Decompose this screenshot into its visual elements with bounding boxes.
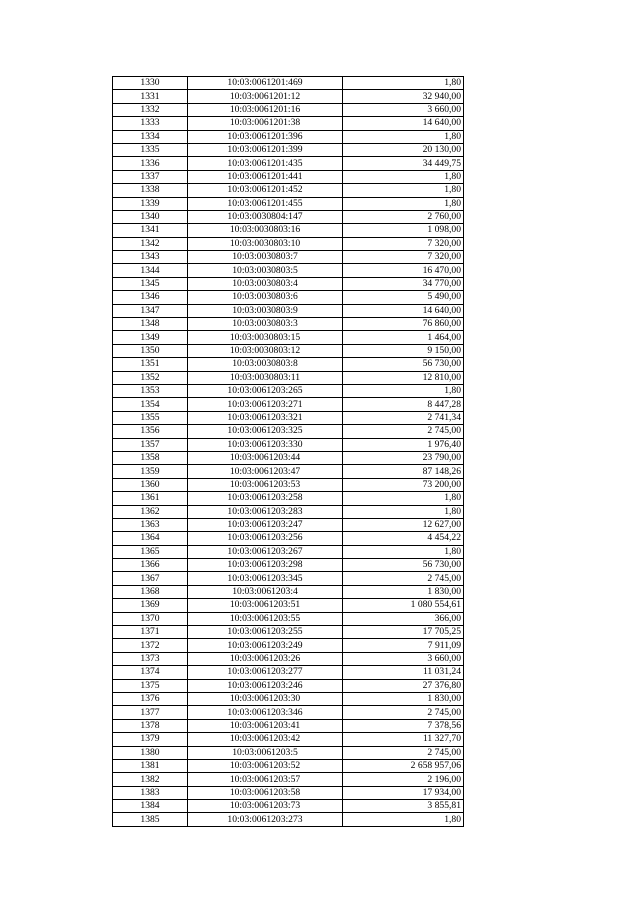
table-row	[113, 331, 464, 344]
value-cell: 12 810,00	[343, 371, 464, 384]
cadastral-number-cell: 10:03:0061203:298	[188, 559, 343, 572]
row-number-cell: 1332	[113, 103, 188, 116]
table-row	[113, 90, 464, 103]
cadastral-number-cell: 10:03:0061203:271	[188, 398, 343, 411]
value-cell: 2 658 957,06	[343, 759, 464, 772]
table-row	[113, 291, 464, 304]
table-row	[113, 344, 464, 357]
row-number-cell: 1343	[113, 251, 188, 264]
table-row	[113, 813, 464, 826]
table-row	[113, 666, 464, 679]
row-number-cell: 1333	[113, 117, 188, 130]
row-number-cell: 1355	[113, 411, 188, 424]
value-cell: 2 760,00	[343, 210, 464, 223]
table-row	[113, 184, 464, 197]
row-number-cell: 1330	[113, 77, 188, 90]
table-row	[113, 197, 464, 210]
table-row	[113, 612, 464, 625]
cadastral-number-cell: 10:03:0030803:5	[188, 264, 343, 277]
cadastral-number-cell: 10:03:0030803:4	[188, 277, 343, 290]
value-cell: 34 770,00	[343, 277, 464, 290]
value-cell: 1,80	[343, 77, 464, 90]
table-row	[113, 585, 464, 598]
row-number-cell: 1368	[113, 585, 188, 598]
cadastral-number-cell: 10:03:0061203:265	[188, 384, 343, 397]
value-cell: 1,80	[343, 170, 464, 183]
value-cell: 2 741,34	[343, 411, 464, 424]
table-row	[113, 572, 464, 585]
row-number-cell: 1345	[113, 277, 188, 290]
table-row	[113, 237, 464, 250]
row-number-cell: 1358	[113, 451, 188, 464]
row-number-cell: 1334	[113, 130, 188, 143]
cadastral-number-cell: 10:03:0061203:330	[188, 438, 343, 451]
value-cell: 1 830,00	[343, 585, 464, 598]
row-number-cell: 1336	[113, 157, 188, 170]
value-cell: 1,80	[343, 545, 464, 558]
row-number-cell: 1367	[113, 572, 188, 585]
table-row	[113, 438, 464, 451]
row-number-cell: 1352	[113, 371, 188, 384]
cadastral-number-cell: 10:03:0061203:73	[188, 800, 343, 813]
table-row	[113, 545, 464, 558]
table-row	[113, 518, 464, 531]
row-number-cell: 1339	[113, 197, 188, 210]
table-row	[113, 210, 464, 223]
table-row	[113, 411, 464, 424]
value-cell: 34 449,75	[343, 157, 464, 170]
table-row	[113, 318, 464, 331]
value-cell: 56 730,00	[343, 559, 464, 572]
cadastral-number-cell: 10:03:0061203:346	[188, 706, 343, 719]
cadastral-number-cell: 10:03:0061203:4	[188, 585, 343, 598]
table-row	[113, 692, 464, 705]
table-row	[113, 157, 464, 170]
row-number-cell: 1364	[113, 532, 188, 545]
row-number-cell: 1344	[113, 264, 188, 277]
value-cell: 1,80	[343, 184, 464, 197]
cadastral-number-cell: 10:03:0061203:58	[188, 786, 343, 799]
table-row	[113, 492, 464, 505]
table-row	[113, 759, 464, 772]
cadastral-number-cell: 10:03:0061203:53	[188, 478, 343, 491]
cadastral-number-cell: 10:03:0061203:44	[188, 451, 343, 464]
cadastral-number-cell: 10:03:0061201:435	[188, 157, 343, 170]
row-number-cell: 1374	[113, 666, 188, 679]
row-number-cell: 1331	[113, 90, 188, 103]
table-row	[113, 786, 464, 799]
value-cell: 1 098,00	[343, 224, 464, 237]
table-row	[113, 398, 464, 411]
value-cell: 8 447,28	[343, 398, 464, 411]
value-cell: 2 196,00	[343, 773, 464, 786]
row-number-cell: 1359	[113, 465, 188, 478]
cadastral-number-cell: 10:03:0061203:267	[188, 545, 343, 558]
cadastral-number-cell: 10:03:0061201:38	[188, 117, 343, 130]
table-row	[113, 451, 464, 464]
cadastral-number-cell: 10:03:0061201:399	[188, 143, 343, 156]
table-row	[113, 384, 464, 397]
table-row	[113, 559, 464, 572]
table-row	[113, 639, 464, 652]
cadastral-number-cell: 10:03:0061203:256	[188, 532, 343, 545]
value-cell: 1 976,40	[343, 438, 464, 451]
row-number-cell: 1362	[113, 505, 188, 518]
value-cell: 7 378,56	[343, 719, 464, 732]
cadastral-number-cell: 10:03:0030803:15	[188, 331, 343, 344]
row-number-cell: 1381	[113, 759, 188, 772]
row-number-cell: 1356	[113, 425, 188, 438]
row-number-cell: 1363	[113, 518, 188, 531]
value-cell: 12 627,00	[343, 518, 464, 531]
row-number-cell: 1340	[113, 210, 188, 223]
value-cell: 1,80	[343, 197, 464, 210]
value-cell: 1,80	[343, 492, 464, 505]
value-cell: 11 327,70	[343, 733, 464, 746]
value-cell: 14 640,00	[343, 117, 464, 130]
row-number-cell: 1351	[113, 358, 188, 371]
cadastral-number-cell: 10:03:0061203:47	[188, 465, 343, 478]
row-number-cell: 1376	[113, 692, 188, 705]
row-number-cell: 1348	[113, 318, 188, 331]
table-row	[113, 277, 464, 290]
row-number-cell: 1373	[113, 652, 188, 665]
cadastral-number-cell: 10:03:0061203:283	[188, 505, 343, 518]
row-number-cell: 1342	[113, 237, 188, 250]
table-row	[113, 371, 464, 384]
table-row	[113, 746, 464, 759]
cadastral-number-cell: 10:03:0030803:8	[188, 358, 343, 371]
row-number-cell: 1338	[113, 184, 188, 197]
cadastral-number-cell: 10:03:0061203:321	[188, 411, 343, 424]
cadastral-number-cell: 10:03:0030803:7	[188, 251, 343, 264]
value-cell: 3 855,81	[343, 800, 464, 813]
cadastral-number-cell: 10:03:0061203:246	[188, 679, 343, 692]
value-cell: 56 730,00	[343, 358, 464, 371]
value-cell: 16 470,00	[343, 264, 464, 277]
table-row	[113, 599, 464, 612]
row-number-cell: 1372	[113, 639, 188, 652]
row-number-cell: 1378	[113, 719, 188, 732]
cadastral-value-table	[112, 76, 464, 827]
table-row	[113, 652, 464, 665]
value-cell: 76 860,00	[343, 318, 464, 331]
value-cell: 2 745,00	[343, 425, 464, 438]
value-cell: 3 660,00	[343, 652, 464, 665]
value-cell: 7 911,09	[343, 639, 464, 652]
row-number-cell: 1384	[113, 800, 188, 813]
table-row	[113, 224, 464, 237]
value-cell: 5 490,00	[343, 291, 464, 304]
cadastral-number-cell: 10:03:0061203:41	[188, 719, 343, 732]
cadastral-number-cell: 10:03:0061203:57	[188, 773, 343, 786]
cadastral-number-cell: 10:03:0061203:52	[188, 759, 343, 772]
cadastral-number-cell: 10:03:0061203:247	[188, 518, 343, 531]
value-cell: 17 705,25	[343, 626, 464, 639]
table-row	[113, 478, 464, 491]
row-number-cell: 1385	[113, 813, 188, 826]
row-number-cell: 1379	[113, 733, 188, 746]
table-row	[113, 719, 464, 732]
cadastral-number-cell: 10:03:0030803:16	[188, 224, 343, 237]
cadastral-number-cell: 10:03:0061203:345	[188, 572, 343, 585]
row-number-cell: 1380	[113, 746, 188, 759]
value-cell: 1 080 554,61	[343, 599, 464, 612]
table-body	[113, 77, 464, 827]
cadastral-number-cell: 10:03:0061203:273	[188, 813, 343, 826]
table-row	[113, 626, 464, 639]
value-cell: 17 934,00	[343, 786, 464, 799]
table-row	[113, 304, 464, 317]
cadastral-number-cell: 10:03:0030803:3	[188, 318, 343, 331]
value-cell: 87 148,26	[343, 465, 464, 478]
table-row	[113, 77, 464, 90]
cadastral-number-cell: 10:03:0061203:325	[188, 425, 343, 438]
cadastral-number-cell: 10:03:0061201:12	[188, 90, 343, 103]
table-row	[113, 143, 464, 156]
cadastral-number-cell: 10:03:0061201:396	[188, 130, 343, 143]
value-cell: 11 031,24	[343, 666, 464, 679]
row-number-cell: 1377	[113, 706, 188, 719]
value-cell: 9 150,00	[343, 344, 464, 357]
value-cell: 14 640,00	[343, 304, 464, 317]
table-row	[113, 532, 464, 545]
cadastral-number-cell: 10:03:0061203:26	[188, 652, 343, 665]
cadastral-number-cell: 10:03:0061203:277	[188, 666, 343, 679]
value-cell: 73 200,00	[343, 478, 464, 491]
cadastral-number-cell: 10:03:0061201:16	[188, 103, 343, 116]
row-number-cell: 1371	[113, 626, 188, 639]
row-number-cell: 1369	[113, 599, 188, 612]
table-row	[113, 733, 464, 746]
cadastral-number-cell: 10:03:0030803:12	[188, 344, 343, 357]
cadastral-number-cell: 10:03:0061203:42	[188, 733, 343, 746]
value-cell: 1,80	[343, 813, 464, 826]
value-cell: 7 320,00	[343, 237, 464, 250]
cadastral-number-cell: 10:03:0030803:9	[188, 304, 343, 317]
table-row	[113, 117, 464, 130]
value-cell: 2 745,00	[343, 572, 464, 585]
value-cell: 7 320,00	[343, 251, 464, 264]
cadastral-number-cell: 10:03:0061203:55	[188, 612, 343, 625]
table-row	[113, 706, 464, 719]
row-number-cell: 1337	[113, 170, 188, 183]
cadastral-number-cell: 10:03:0061203:5	[188, 746, 343, 759]
cadastral-number-cell: 10:03:0061203:249	[188, 639, 343, 652]
table-row	[113, 130, 464, 143]
value-cell: 20 130,00	[343, 143, 464, 156]
value-cell: 1,80	[343, 505, 464, 518]
row-number-cell: 1354	[113, 398, 188, 411]
value-cell: 1 464,00	[343, 331, 464, 344]
table-row	[113, 465, 464, 478]
value-cell: 1,80	[343, 130, 464, 143]
table-row	[113, 773, 464, 786]
value-cell: 366,00	[343, 612, 464, 625]
cadastral-number-cell: 10:03:0061203:258	[188, 492, 343, 505]
cadastral-number-cell: 10:03:0030804:147	[188, 210, 343, 223]
table-row	[113, 679, 464, 692]
cadastral-number-cell: 10:03:0030803:10	[188, 237, 343, 250]
value-cell: 27 376,80	[343, 679, 464, 692]
row-number-cell: 1370	[113, 612, 188, 625]
row-number-cell: 1361	[113, 492, 188, 505]
table-row	[113, 800, 464, 813]
row-number-cell: 1350	[113, 344, 188, 357]
row-number-cell: 1382	[113, 773, 188, 786]
row-number-cell: 1383	[113, 786, 188, 799]
table-row	[113, 425, 464, 438]
table-row	[113, 170, 464, 183]
row-number-cell: 1349	[113, 331, 188, 344]
table-row	[113, 358, 464, 371]
row-number-cell: 1353	[113, 384, 188, 397]
row-number-cell: 1346	[113, 291, 188, 304]
row-number-cell: 1365	[113, 545, 188, 558]
row-number-cell: 1357	[113, 438, 188, 451]
row-number-cell: 1335	[113, 143, 188, 156]
cadastral-number-cell: 10:03:0061201:441	[188, 170, 343, 183]
cadastral-number-cell: 10:03:0030803:11	[188, 371, 343, 384]
value-cell: 1 830,00	[343, 692, 464, 705]
value-cell: 23 790,00	[343, 451, 464, 464]
value-cell: 2 745,00	[343, 706, 464, 719]
value-cell: 3 660,00	[343, 103, 464, 116]
cadastral-number-cell: 10:03:0061203:30	[188, 692, 343, 705]
table-row	[113, 103, 464, 116]
value-cell: 1,80	[343, 384, 464, 397]
table-row	[113, 264, 464, 277]
row-number-cell: 1341	[113, 224, 188, 237]
value-cell: 4 454,22	[343, 532, 464, 545]
cadastral-number-cell: 10:03:0061201:469	[188, 77, 343, 90]
row-number-cell: 1366	[113, 559, 188, 572]
row-number-cell: 1347	[113, 304, 188, 317]
cadastral-number-cell: 10:03:0061201:452	[188, 184, 343, 197]
value-cell: 2 745,00	[343, 746, 464, 759]
cadastral-number-cell: 10:03:0061203:51	[188, 599, 343, 612]
cadastral-number-cell: 10:03:0061201:455	[188, 197, 343, 210]
cadastral-number-cell: 10:03:0061203:255	[188, 626, 343, 639]
row-number-cell: 1375	[113, 679, 188, 692]
cadastral-number-cell: 10:03:0030803:6	[188, 291, 343, 304]
value-cell: 32 940,00	[343, 90, 464, 103]
table-row	[113, 251, 464, 264]
table-row	[113, 505, 464, 518]
row-number-cell: 1360	[113, 478, 188, 491]
